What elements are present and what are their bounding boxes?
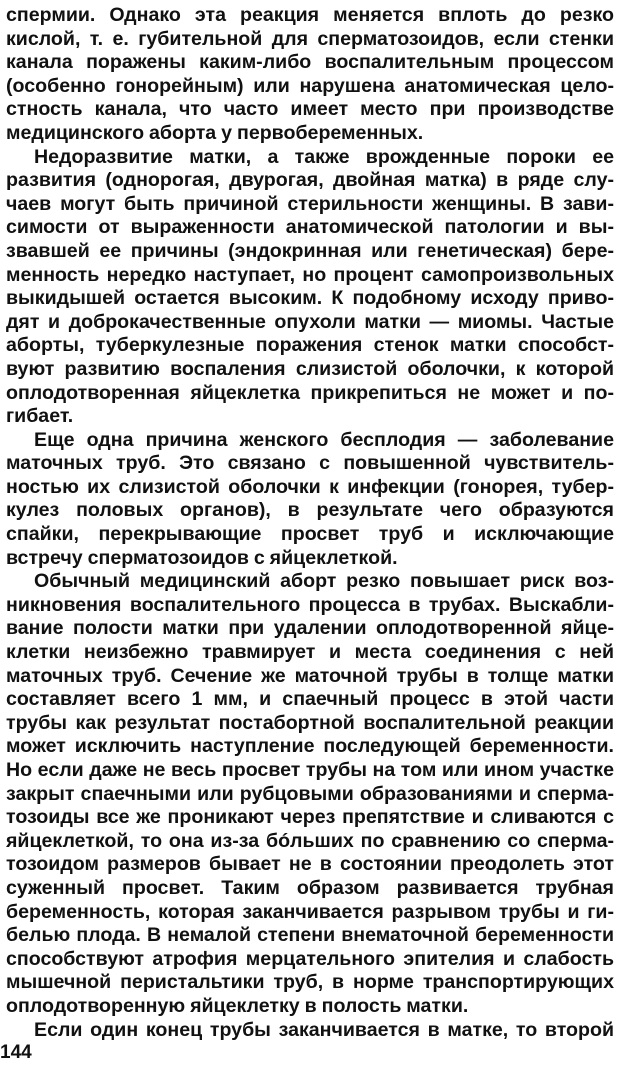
text-line: Если один конец трубы заканчивается в матке, то второй bbox=[34, 1018, 614, 1041]
text-line: трубы как результат постабортной воспалительной реакции bbox=[6, 711, 614, 734]
text-line: вуют развитию воспаления слизистой оболочки, к которой bbox=[6, 357, 614, 380]
text-line: медицинского аборта у первобеременных. bbox=[6, 121, 424, 144]
text-line: может исключить наступление последующей беременности. bbox=[6, 735, 614, 758]
text-line: маточных труб. Сечение же маточной трубы в толще матки bbox=[6, 664, 614, 687]
text-line: аборты, туберкулезные поражения стенок матки способст- bbox=[6, 334, 614, 357]
page-number: 144 bbox=[0, 1042, 32, 1063]
text-line: спайки, перекрывающие просвет труб и исключающие bbox=[6, 523, 614, 546]
text-line: Обычный медицинский аборт резко повышает риск воз- bbox=[34, 570, 614, 593]
text-line: вание полости матки при удалении оплодотворенной яйце- bbox=[6, 617, 614, 640]
body-text bbox=[6, 4, 614, 1042]
paragraph bbox=[6, 146, 614, 429]
text-line: беременность, которая заканчивается разрывом трубы и ги- bbox=[6, 900, 614, 923]
text-line: выкидышей остается высоким. К подобному исходу приво- bbox=[6, 287, 614, 310]
text-line: стность канала, что часто имеет место при производстве bbox=[6, 98, 614, 121]
text-line: мышечной перистальтики труб, в норме транспортирующих bbox=[6, 971, 614, 994]
text-line: составляет всего 1 мм, и спаечный процесс в этой части bbox=[6, 688, 614, 711]
text-line: оплодотворенная яйцеклетка прикрепиться не может и по- bbox=[6, 381, 614, 404]
text-line: канала поражены каким-либо воспалительным процессом bbox=[6, 51, 614, 74]
text-line: яйцеклеткой, то она из-за бóльших по сравнению со сперма- bbox=[6, 829, 614, 852]
text-line: симости от выраженности анатомической патологии и вы- bbox=[6, 216, 614, 239]
text-line: маточных труб. Это связано с повышенной чувствитель- bbox=[6, 452, 614, 475]
text-line: менность нередко наступает, но процент самопроизвольных bbox=[6, 263, 614, 286]
text-line: белью плода. В немалой степени внематочной беременности bbox=[6, 924, 614, 947]
text-line: кулез половых органов), в результате чего образуются bbox=[6, 499, 614, 522]
text-line: дят и доброкачественные опухоли матки — миомы. Частые bbox=[6, 310, 614, 333]
paragraph bbox=[6, 1019, 614, 1043]
text-line: гибает. bbox=[6, 405, 74, 428]
text-line: звавшей ее причины (эндокринная или генетическая) бере- bbox=[6, 239, 614, 262]
document-page bbox=[6, 4, 614, 1042]
text-line: спермии. Однако эта реакция меняется вплоть до резко bbox=[6, 4, 614, 26]
text-line: оплодотворенную яйцеклетку в полость матки. bbox=[6, 994, 469, 1017]
paragraph bbox=[6, 4, 614, 146]
paragraph bbox=[6, 570, 614, 1018]
text-line: закрыт спаечными или рубцовыми образованиями и сперма- bbox=[6, 782, 614, 805]
text-line: Но если даже не весь просвет трубы на том или ином участке bbox=[6, 759, 614, 781]
text-line: встречу сперматозоидов с яйцеклеткой. bbox=[6, 546, 398, 569]
text-line: способствуют атрофия мерцательного эпителия и слабость bbox=[6, 947, 614, 970]
text-line: суженный просвет. Таким образом развивается трубная bbox=[6, 876, 614, 899]
paragraph bbox=[6, 429, 614, 571]
text-line: клетки неизбежно травмирует и места соединения с ней bbox=[6, 641, 614, 664]
text-line: тозоидом размеров бывает не в состоянии преодолеть этот bbox=[6, 853, 614, 876]
text-line: Недоразвитие матки, а также врожденные пороки ее bbox=[34, 145, 614, 168]
text-line: (особенно гонорейным) или нарушена анатомическая цело- bbox=[6, 74, 614, 97]
text-line: ностью их слизистой оболочки к инфекции (гонорея, тубер- bbox=[6, 475, 614, 498]
text-line: Еще одна причина женского бесплодия — заболевание bbox=[34, 428, 614, 451]
text-line: тозоиды все же проникают через препятствие и сливаются с bbox=[6, 806, 614, 829]
text-line: чаев могут быть причиной стерильности женщины. В зави- bbox=[6, 192, 614, 215]
text-line: кислой, т. е. губительной для сперматозоидов, если стенки bbox=[6, 27, 614, 50]
text-line: никновения воспалительного процесса в трубах. Выскабли- bbox=[6, 593, 614, 616]
text-line: развития (однорогая, двурогая, двойная матка) в ряде слу- bbox=[6, 169, 614, 192]
